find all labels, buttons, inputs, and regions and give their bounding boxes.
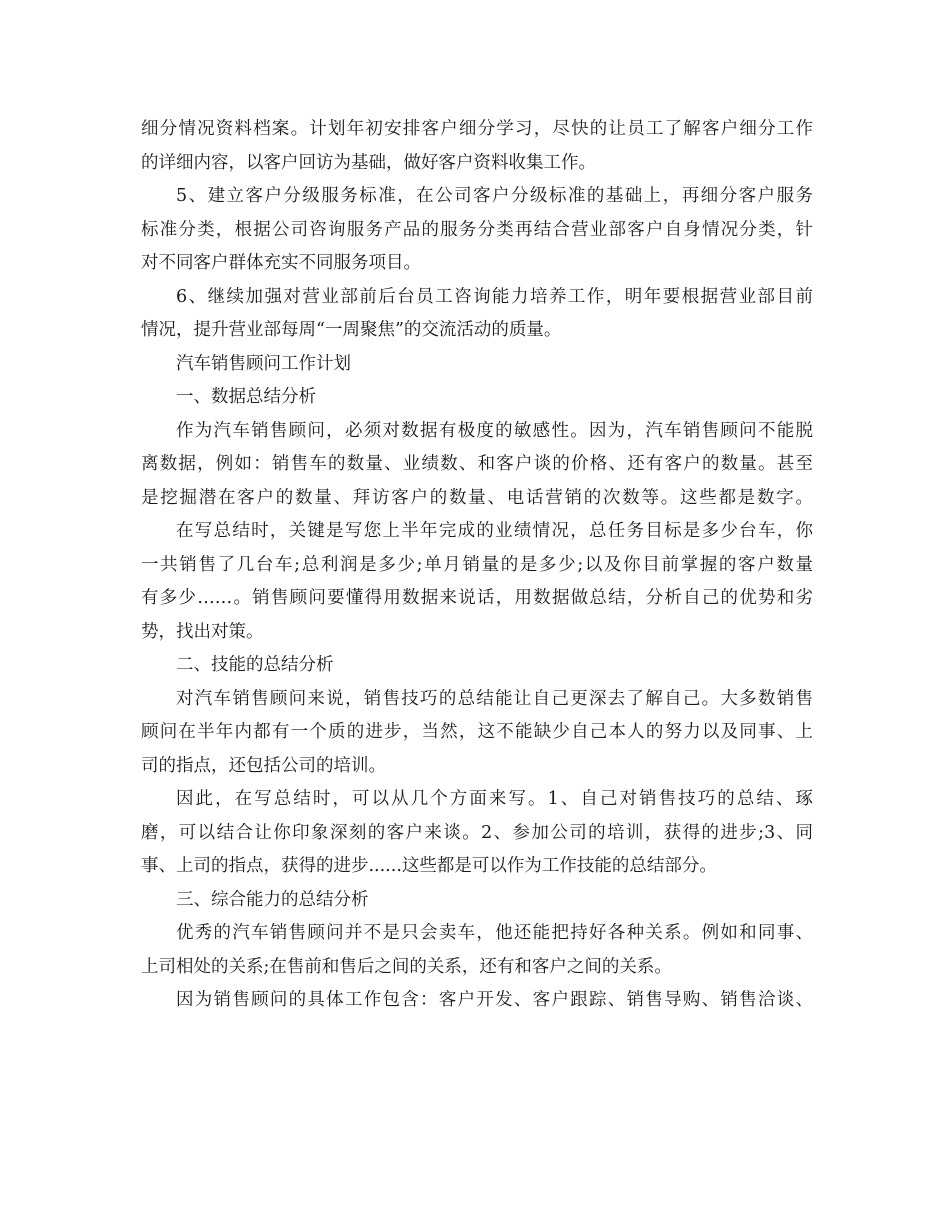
text-line: 对不同客户群体充实不同服务项目。 <box>141 253 421 273</box>
text-line: 是挖掘潜在客户的数量、拜访客户的数量、电话营销的次数等。这些都是数字。 <box>141 487 813 508</box>
text-line: 有多少……。销售顾问要懂得用数据来说话，用数据做总结，分析自己的优势和劣 <box>141 588 813 608</box>
text-line: 上司相处的关系;在售前和售后之间的关系，还有和客户之间的关系。 <box>141 956 672 977</box>
text-line: 标准分类，根据公司咨询服务产品的服务分类再结合营业部客户自身情况分类，针 <box>141 219 813 240</box>
text-line: 三、综合能力的总结分析 <box>176 889 369 910</box>
text-line: 顾问在半年内都有一个质的进步，当然，这不能缺少自己本人的努力以及同事、上 <box>141 722 813 742</box>
text-line: 因为销售顾问的具体工作包含：客户开发、客户跟踪、销售导购、销售洽谈、 <box>176 990 813 1010</box>
text-line: 二、技能的总结分析 <box>176 655 334 675</box>
text-line: 一共销售了几台车;总利润是多少;单月销量的是多少;以及你目前掌握的客户数量 <box>141 554 813 575</box>
text-line: 情况，提升营业部每周“一周聚焦”的交流活动的质量。 <box>141 320 562 340</box>
text-line: 势，找出对策。 <box>141 621 264 642</box>
text-line: 5、建立客户分级服务标准，在公司客户分级标准的基础上，再细分客户服务 <box>176 186 813 206</box>
text-line: 在写总结时，关键是写您上半年完成的业绩情况，总任务目标是多少台车，你 <box>176 521 813 541</box>
text-line: 磨，可以结合让你印象深刻的客户来谈。2、参加公司的培训，获得的进步;3、同 <box>141 822 813 843</box>
text-line: 作为汽车销售顾问，必须对数据有极度的敏感性。因为，汽车销售顾问不能脱 <box>176 420 813 441</box>
text-line: 因此，在写总结时，可以从几个方面来写。1、自己对销售技巧的总结、琢 <box>176 789 813 809</box>
text-line: 事、上司的指点，获得的进步......这些都是可以作为工作技能的总结部分。 <box>141 856 717 876</box>
text-line: 6、继续加强对营业部前后台员工咨询能力培养工作，明年要根据营业部目前 <box>176 286 813 307</box>
text-line: 汽车销售顾问工作计划 <box>176 353 351 374</box>
text-line: 离数据，例如：销售车的数量、业绩数、和客户谈的价格、还有客户的数量。甚至 <box>141 454 813 474</box>
text-line: 的详细内容，以客户回访为基础，做好客户资料收集工作。 <box>141 152 596 173</box>
text-line: 一、数据总结分析 <box>176 387 316 407</box>
document-page <box>141 113 813 1018</box>
text-line: 司的指点，还包括公司的培训。 <box>141 755 386 776</box>
text-line: 细分情况资料档案。计划年初安排客户细分学习，尽快的让员工了解客户细分工作 <box>141 119 813 139</box>
text-line: 优秀的汽车销售顾问并不是只会卖车，他还能把持好各种关系。例如和同事、 <box>176 923 813 943</box>
text-line: 对汽车销售顾问来说，销售技巧的总结能让自己更深去了解自己。大多数销售 <box>176 688 813 709</box>
